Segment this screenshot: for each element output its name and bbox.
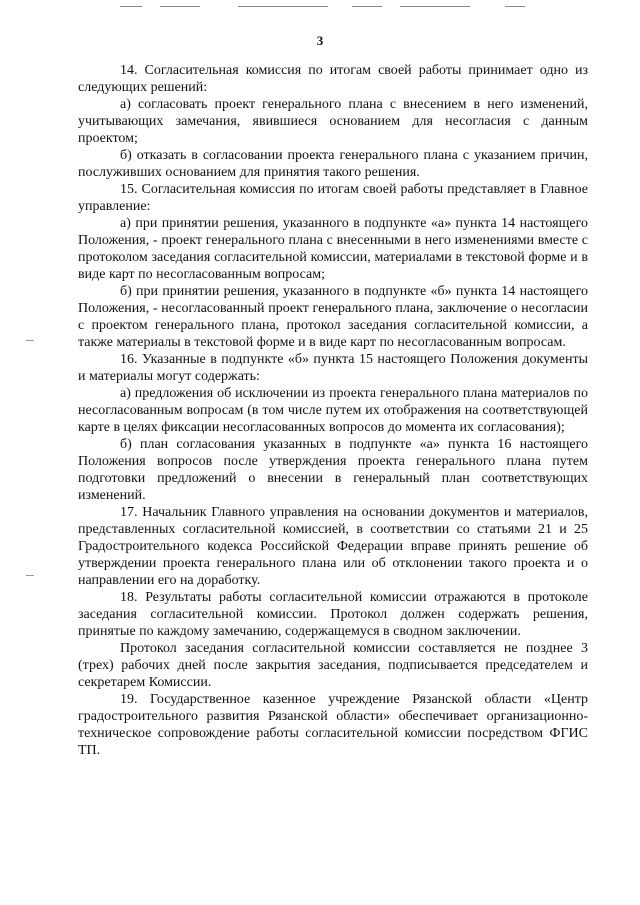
scan-artifact-line [160,6,200,7]
paragraph-16b: б) план согласования указанных в подпункте «а» пункта 16 настоящего Положения вопросов после утверждения проекта генерального плана путем подготовки предложений о внесении в генеральный план соответствующих изменений. [78,437,588,503]
scan-artifact-line [400,6,470,7]
paragraph-15: 15. Согласительная комиссия по итогам своей работы представляет в Главное управление: [78,182,588,214]
margin-mark [26,575,34,576]
paragraph-16a: а) предложения об исключении из проекта генерального плана материалов по несогласованным вопросам (в том числе путем их отображения на соответствующей карте в целях фиксации несогласованных вопросов до момента их согласования); [78,386,588,435]
scan-artifact-line [238,6,328,7]
paragraph-15b: б) при принятии решения, указанного в подпункте «б» пункта 14 настоящего Положения, - несогласованный проект генерального плана, заключение о несогласии с проектом генерального плана, протокол заседания согласительной комиссии, а также материалы в текстовой форме и в виде карт по несогласованным вопросам. [78,284,588,350]
paragraph-19: 19. Государственное казенное учреждение Рязанской области «Центр градостроительного развития Рязанской области» обеспечивает организационно-техническое сопровождение работы согласительной комиссии посредством ФГИС ТП. [78,692,588,758]
paragraph-17: 17. Начальник Главного управления на основании документов и материалов, представленных согласительной комиссией, в соответствии со статьями 21 и 25 Градостроительного кодекса Российской Федерации вправе принять решение об утверждении проекта генерального плана или об отклонении такого проекта и о направлении его на доработку. [78,505,588,588]
paragraph-14b: б) отказать в согласовании проекта генерального плана с указанием причин, послуживших основанием для принятия такого решения. [78,148,588,180]
paragraph-18: 18. Результаты работы согласительной комиссии отражаются в протоколе заседания согласительной комиссии. Протокол должен содержать решения, принятые по каждому замечанию, содержащемуся в сводном заключении. [78,590,588,639]
paragraph-18-protocol: Протокол заседания согласительной комиссии составляется не позднее 3 (трех) рабочих дней после закрытия заседания, подписывается председателем и секретарем Комиссии. [78,641,588,690]
paragraph-14a: а) согласовать проект генерального плана с внесением в него изменений, учитывающих замечания, явившиеся основанием для несогласия с данным проектом; [78,97,588,146]
paragraph-15a: а) при принятии решения, указанного в подпункте «а» пункта 14 настоящего Положения, - проект генерального плана с внесенными в него изменениями вместе с протоколом заседания согласительной комиссии, материалами в текстовой форме и в виде карт по несогласованным вопросам; [78,216,588,282]
paragraph-16: 16. Указанные в подпункте «б» пункта 15 настоящего Положения документы и материалы могут содержать: [78,352,588,384]
margin-mark [26,340,34,341]
paragraph-14: 14. Согласительная комиссия по итогам своей работы принимает одно из следующих решений: [78,63,588,95]
scan-artifact-line [120,6,142,7]
scan-artifact-line [352,6,382,7]
page-number: 3 [316,33,324,48]
scan-artifact-line [505,6,525,7]
document-body [78,62,588,759]
